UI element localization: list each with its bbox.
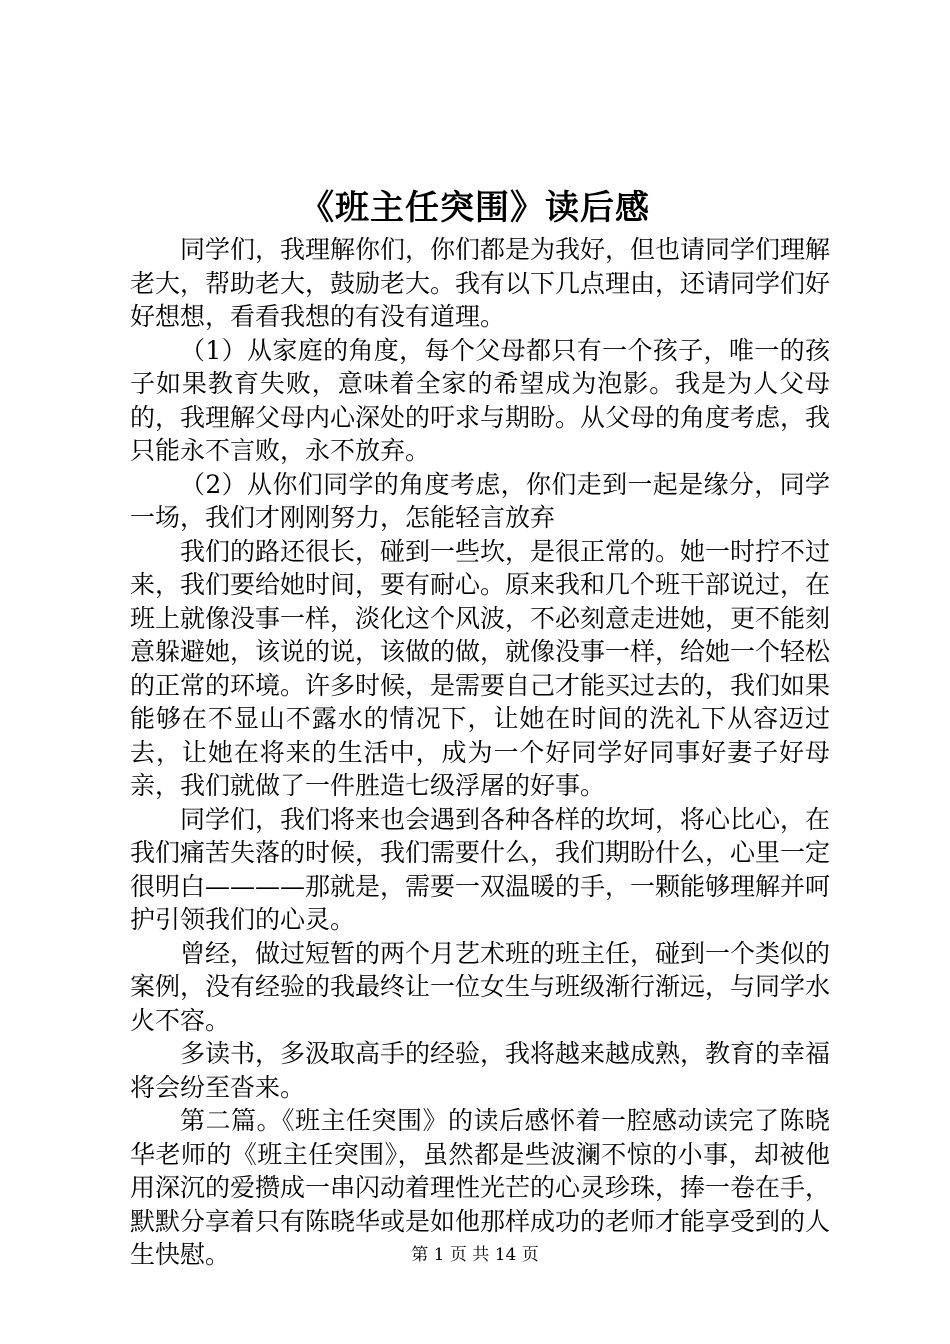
paragraph-5: 同学们，我们将来也会遇到各种各样的坎坷，将心比心，在我们痛苦失落的时候，我们需要什么，我们期盼什么，心里一定很明白————那就是，需要一双温暖的手，一颗能够理解并呵护引领我们的心灵。 <box>130 804 831 934</box>
paragraph-4: 我们的路还很长，碰到一些坎，是很正常的。她一时拧不过来，我们要给她时间，要有耐心。原来我和几个班干部说过，在班上就像没事一样，淡化这个风波，不必刻意走进她，更不能刻意躲避她，该说的说，该做的做，就像没事一样，给她一个轻松的正常的环境。许多时候，是需要自己才能买过去的，我们如果能够在不显山不露水的情况下，让她在时间的洗礼下从容迈过去，让她在将来的生活中，成为一个好同学好同事好妻子好母亲，我们就做了一件胜造七级浮屠的好事。 <box>130 536 831 800</box>
paragraph-6: 曾经，做过短暂的两个月艺术班的班主任，碰到一个类似的案例，没有经验的我最终让一位女生与班级渐行渐远，与同学水火不容。 <box>130 938 831 1035</box>
paragraph-1: 同学们，我理解你们，你们都是为我好，但也请同学们理解老大，帮助老大，鼓励老大。我有以下几点理由，还请同学们好好想想，看看我想的有没有道理。 <box>130 235 831 331</box>
paragraph-7: 多读书，多汲取高手的经验，我将越来越成熟，教育的幸福将会纷至沓来。 <box>130 1039 831 1102</box>
paragraph-2: （1）从家庭的角度，每个父母都只有一个孩子，唯一的孩子如果教育失败，意味着全家的希望成为泡影。我是为人父母的，我理解父母内心深处的吁求与期盼。从父母的角度考虑，我只能永不言败，永不放弃。 <box>130 335 831 465</box>
page-number-footer: 第 1 页 共 14 页 <box>411 1245 539 1265</box>
paragraph-3: （2）从你们同学的角度考虑，你们走到一起是缘分，同学一场，我们才刚刚努力，怎能轻言放弃 <box>130 469 830 532</box>
document-body <box>130 233 830 1272</box>
paragraph-8: 第二篇。《班主任突围》的读后感怀着一腔感动读完了陈晓华老师的《班主任突围》，虽然都是些波澜不惊的小事，却被他用深沉的爱攒成一串闪动着理性光芒的心灵珍珠，捧一卷在手，默默分享着只有陈晓华或是如他那样成功的老师才能享受到的人生快慰。 <box>130 1106 831 1269</box>
document-title: 《班主任突围》读后感 <box>300 188 650 228</box>
